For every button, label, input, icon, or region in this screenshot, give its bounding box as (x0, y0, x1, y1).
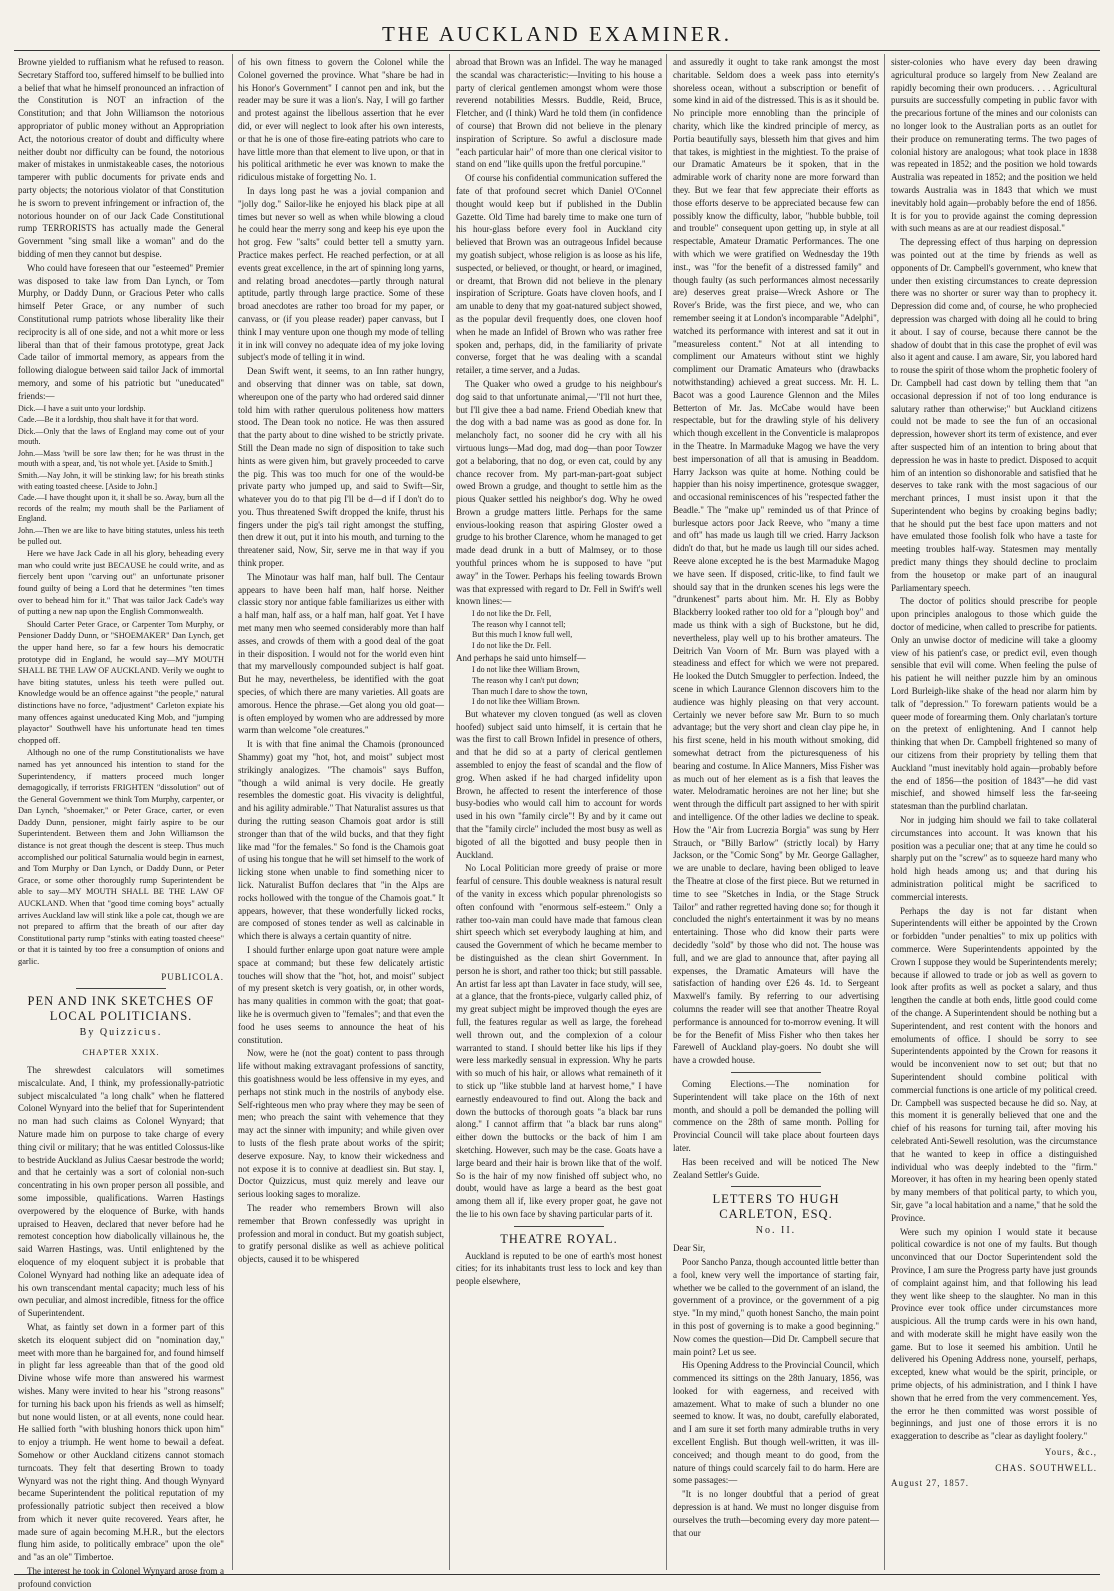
verse-line: Than much I dare to show the town, (472, 686, 588, 696)
paragraph: The interest he took in Colonel Wynyard arose from a profound conviction (18, 1566, 224, 1589)
paragraph: Who could have foreseen that our "esteemed" Premier was disposed to take law from Dan Lynch, or Tom Murphy, or Daddy Dunn, or Gracious Peter who calls himself Peter Grace, or any number of such Constitutional rump patriots whose liberality like their reciprocity is all of one side, and not a whit more or less liberal than that of their famous prototype, great Jack Cade tailor of immortal memory, as appears from the following dialogue between said tailor Jack of immortal memory, and some of his patriotic but "uneducated" friends:— (18, 262, 224, 401)
play-line: Cade.—Be it a lordship, thou shalt have it for that word. (18, 415, 199, 425)
column-separator (666, 54, 667, 1570)
footer-rule (14, 1574, 1100, 1575)
paragraph: "It is no longer doubtful that a period of great depression is at hand. We must no longer disguise from ourselves the truth—becoming every day more patent—that our (673, 1489, 879, 1538)
paragraph: The doctor of politics should prescribe for people upon principles analogous to those which guide the doctor of medicine, when called to prescribe for patients. Only an unwise doctor of medicine will take a gloomy view of his patient's case, or predict evil, even though sensible that evil will come. When feeling the pulse of his patient he will neither puzzle him by an ominous Lord Burleigh-like shake of the head nor alarm him by talk of "depression." To forewarn patients would be a queer mode of forearming them. Only charlatan's torture on the pretext of enlightening. And I cannot help thinking that when Dr. Campbell frightened so many of our citizens from their propriety by telling them that Auckland "must inevitably hold again—probably before the end of 1856—the position of 1843"—he did vast mischief, and showed himself less the far-seeing statesman than the purblind charlatan. (891, 596, 1097, 812)
verse-line: But this much I know full well, (472, 630, 573, 640)
paragraph: and assuredly it ought to take rank amongst the most charitable. Seldom does a week pass into eternity's shoreless ocean, without a subscription or benefit of some kind in aid of the distressed. This is as it should be. No principle more ennobling than the principle of charity, which like the kindred principle of mercy, as Portia beautifully says, blesseth him that gives and him that takes, is mightiest in the mightiest. To the praise of our Dramatic Amateurs be it spoken, that in the admirable work of charity none are more forward than they. But we fear that few appreciate their efforts as those efforts deserve to be appreciated because few can possibly know the difficulty, labor, "hubble bubble, toil and trouble" consequent upon getting up, in style at all respectable, Amateur Dramatic Performances. The one with which we were gratified on Wednesday the 19th inst., was "for the benefit of a distressed family" and though faulty (as such performances almost necessarily are) deserves great praise—Wreck Ashore or The Rover's Bride, was the first piece, and we, who can remember seeing it at London's incomparable "Adelphi", watched its performance with interest and sat it out in "measureless content." Not at all intending to compliment our Amateurs without stint we highly compliment our Dramatic Amateurs who (drawbacks notwithstanding) achieved a great success. Mr. H. L. Bacot was a good Laurence Glennon and the Miles Betterton of Mr. Jas. McCabe would have been respectable, but for the drawling style of his delivery which though excellent in the Conventicle is malapropos in the Theatre. In Marmaduke Magog we have the very best impersonation of all that is amusing in Beaddom. Harry Jackson was quite at home. Nothing could be happier than his noisy impertinence, grotesque swagger, and occasional reminiscences of his "respected father the Beadle." The "make up" reminded us of that Prince of burlesque actors poor Jack Reeve, who "many a time and oft" has made us laugh till we cried. Harry Jackson didn't do that, but he made us laugh till our sides ached. Reeve alone excepted he is the best Marmaduke Magog we have seen. If disposed, critic-like, to find fault we should say that in the drunken scenes his legs were the "drunkenest" parts about him. Mr. H. Ely as Bobby Blackberry looked rather too old for a "plough boy" and made us think with a sigh of Buckstone, but he did, nevertheless, play well up to his brother amateurs. The Deitrich Van Voorn of Mr. Burn was played with a steadiness and effect for which we were not prepared. He looked the Dutch Smuggler to perfection. Indeed, the scene in which Laurance Glennon discovers him to the audience was highly pleasing on that very account. Certainly we never before saw Mr. Burn to so much advantage; but the very short and clean clay pipe he, in his first scene, held in his mouth without smoking, did somewhat detract from the picturesqueness of his bearing and costume. In Alice Manners, Miss Fisher was as much out of her element as is a fish that leaves the water. Melodramatic heroines are not her line; but she went through the difficult part assigned to her with spirit and intelligence. Of the other ladies we decline to speak. How the "Air from Lucrezia Borgia" was sung by Herr Strauch, or "Billy Barlow" (strictly local) by Harry Jackson, or the "Comic Song" by Mr. George Gallagher, we are unable to declare, having been obliged to leave the Theatre at close of the first piece. But we returned in time to see "Sketches in India, or the Stage Struck Tailor" and rather regretted having done so; for though it concluded the night's entertainment it was by no means entertaining. Those who did know their parts were decidedly "sold" by those who did not. The house was full, and we are glad to announce that, after paying all expenses, the Dramatic Amateurs will have the satisfaction of handing over £26 4s. 1d. to Sergeant Maxwell's family. By referring to our advertising columns the reader will see that another Theatre Royal performance is announced for to-morrow evening. It will be for the Benefit of Miss Fisher who then takes her Farewell of Auckland play-goers. No doubt she will have a crowded house. (673, 57, 879, 1066)
column-1 (18, 56, 224, 1589)
paragraph: of his own fitness to govern the Colonel while the Colonel governed the province. What "share be had in his Honor's Government" I cannot pen and ink, but the reader may be sure it was a lion's. Nay, I will go farther and protest against the libellous assertion that he ever did, or ever will neglect to look after his own interests, or that he is one of those fire-eating patriots who care to have little more than that element to live upon, or that in his political arithmetic he ever was known to make the ridiculous mistake of forgetting No. 1. (238, 57, 444, 183)
paragraph: Now, were he (not the goat) content to pass through life without making extravagant professions of sanctity, this goatishness would be less offensive in my eyes, and perhaps not stink much in the nostrils of anybody else. Self-righteous men who pray where they may be seen of men; who preach the saint with vehemence that they may act the sinner with impunity; and while given over to lusts of the flesh prate about works of the spirit; deserve exposure. Nay, to know their wickedness and not expose it is to connive at deadliest sin. But stay. I, Doctor Quizzicus, must quiz merely and leave our serious looking sages to moralize. (238, 1048, 444, 1200)
column-2 (238, 56, 444, 1568)
letter-number: No. II. (755, 1225, 797, 1237)
verse-line: The reason why I can't put down; (472, 676, 579, 686)
masthead-title: THE AUCKLAND EXAMINER. (381, 22, 733, 46)
verse-line: I do not like the Dr. Fell. (472, 641, 552, 651)
paragraph: Nor in judging him should we fail to take collateral circumstances into account. It was known that his position was a peculiar one; that at any time he could so sharply put on the "screw" as to squeeze hard many who hold high heads among us; and that during his administration political might be sacrificed to commercial interests. (891, 815, 1097, 902)
verse-line: I do not like thee William Brown, (472, 665, 580, 675)
date-line: August 27, 1857. (891, 1477, 970, 1488)
paragraph: It is with that fine animal the Chamois (pronounced Shammy) goat my "hot, hot, and moist" subject most strikingly analogizes. "The chamois" says Buffon, "though a wild animal is very docile. He greatly resembles the domestic goat. His vivacity is delightful, and his agility admirable." That Naturalist assures us that during the rutting season Chamois goat ardor is still stronger than that of the wild bucks, and that they fight like mad "for the females." So fond is the Chamois goat of using his tongue that he will set himself to the work of licking stone when unable to find something nicer to lick. Naturalist Buffon declares that "in the Alps are rocks hollowed with the tongue of the Chamois goat." It appears, however, that these wonderfully licked rocks, are composed of stones tender as well as calcinable in which there is always a certain quantity of nitre. (238, 739, 444, 942)
paragraph: The shrewdest calculators will sometimes miscalculate. And, I think, my professionally-patriotic subject miscalculated "a long chalk" when he flattered Colonel Wynyard into the belief that for Superintendent no man had such claims as Colonel Wynyard; that Nature made him on purpose to take charge of every thing civil or military; that he was entitled Colossus-like to bestride Auckland as Julius Caesar bestrode the world; and that he certainly was a sort of colonial non-such concentrating in his own proper person all possible, and some impossible, qualifications. Warren Hastings overpowered by the eloquence of Burke, with hands upraised to Heaven, declared that never before had he remotest conception how diabolically villainous he, the said Warren Hastings, was. Until enlightened by the eloquence of my eloquent subject it is probable that Colonel Wynyard had nothing like an adequate idea of his own transcendant mental capacity; much less of his own peculiar, and almost incredible, fitness for the office of Superintendent. (18, 1065, 224, 1319)
divider (731, 1072, 821, 1073)
play-line: Dick.—Only that the laws of England may come out of your mouth. (18, 426, 224, 447)
column-separator (449, 54, 450, 1570)
verse (456, 665, 662, 707)
divider (731, 1186, 821, 1187)
column-separator (232, 54, 233, 1570)
section-heading: LETTERS TO HUGH CARLETON, ESQ. (712, 1192, 840, 1222)
play-line: Cade.—I have thought upon it, it shall be so. Away, burn all the records of the realm; my mouth shall be the Parliament of England. (18, 493, 224, 524)
column-5 (891, 56, 1097, 1568)
article-heading: PEN AND INK SKETCHES OF LOCAL POLITICIANS. (27, 994, 215, 1024)
paragraph: And perhaps he said unto himself— (456, 652, 586, 663)
paragraph: The depressing effect of thus harping on depression was pointed out at the time by friends as well as opponents of Dr. Campbell's government, who knew that under then existing circumstances to create depression there was no shorter or surer way than to prophecy it. Depression did come and, of course, he who prophecied depression was charged with doing all he could to bring it about. I say of course, because there cannot be the shadow of doubt that in this case the prophet of evil was also it agent and cause. I am aware, Sir, you labored hard to rouse the spirit of those whom the prophetic foolery of Dr. Campbell had cast down by telling them that "an occasional depression if not of too long endurance is salutary rather than otherwise;" but Auckland citizens could not be made to see the fun of an occasional depression, however short its term of existence, and ever after suspected him of an intention to bring about that depression he was in haste to predict. Disposed to acquit him of an intention so dishonorable and satisfied that he deserves to take rank with the most sagacious of our merchant princes, I must insist upon it that the Superintendent who begins by croaking begins badly; that he should put the best face upon matters and not have emulated those foolish folk who have a taste for meeting troubles half-way. Statesmen may mentally predict many things they should decline to proclaim from the housetop or make part of an inaugural Parliamentary speech. (891, 237, 1097, 593)
paragraph: Browne yielded to ruffianism what he refused to reason. Secretary Stafford too, suffered himself to be bullied into a belief that what he himself pronounced an infraction of the Constitution is NOT an infraction of the Constitution; and that John Williamson the notorious appropriator of public money without an Appropriation Act, the notorious creator of doubt and difficulty where neither doubt nor difficulty can be found, the notorious maker of mistakes in unmistakeable cases, the notorious tamperer with public documents for private ends and party objects; the notorious violator of that Constitution he is sworn to prevent infringement or infraction of, the notorious hounder on of our Jack Cade Constitutional rump TERRORISTS has actually made the General Government "sing small like a woman" and do the bidding of men they cannot but despise. (18, 57, 224, 259)
paragraph: Here we have Jack Cade in all his glory, beheading every man who could write just BECAUSE he could write, and as fiercely bent upon "carving out" an unfortunate prisoner found guilty of being a Lord that he determines "ten times over to behead him for it." That was tailor Jack Cade's way of putting a new nap upon the English Commonwealth. (18, 549, 224, 617)
verse-line: I do not like the Dr. Fell, (472, 609, 552, 619)
paragraph: The Quaker who owed a grudge to his neighbour's dog said to that unfortunate animal,—"I'll not hurt thee, but I'll give thee a bad name. Friend Obediah knew that the dog with a bad name was as good as done for. In melancholy fact, no sooner did he cry with all his virtuous lungs—Mad dog, mad dog—than poor Towzer got a belaboring, that no dog, or even cat, could by any chance recover from. My part-man-part-goat subject owed Brown a grudge, and thought to settle him as the pious Quaker settled his neighbor's dog. Why he owed Brown a grudge matters little. Perhaps for the same envious-looking reason that aspiring Gloster owed a grudge to his brother Clarence, whom he managed to get made dead drunk in a butt of Malmsey, or to those youthful princes whom he is supposed to have "put away" in the Tower. Perhaps his feeling towards Brown was that expressed with regard to Dr. Fell in Swift's well known lines:— (456, 378, 662, 607)
paragraph: His Opening Address to the Provincial Council, which commenced its sittings on the 28th January, 1856, was looked for with eagerness, and received with amazement. What to make of such a blunder no one seemed to know. It was, no doubt, carefully elaborated, and I am sure it set forth many admirable truths in very excellent English. But though well-written, it was ill-conceived; and though meant to do good, from the nature of things could scarcely fail to do harm. Here are some passages:— (673, 1360, 879, 1486)
divider (514, 1226, 604, 1227)
play-line: John.—Mass 'twill be sore law then; for he was thrust in the mouth with a spear, and, 'tis not whole yet. [Aside to Smith.] (18, 448, 224, 469)
paragraph: Dean Swift went, it seems, to an Inn rather hungry, and observing that dinner was on table, sat down, whereupon one of the party who had ordered said dinner told him with rather querulous politeness how matters stood. The Dean took no notice. He was then assured that the party about to dine wished to be strictly private. Still the Dean made no sign of disposition to take such hints as were given him, but gravely proceeded to carve the pig. This was too much for one of the would-be private party who jumped up, and said to Swift—Sir, whatever you do to that pig I'll be d—d if I don't do to you. Thus threatened Swift dropped the knife, thrust his fingers under the pig's tail right amongst the stuffing, then drew it out, put it into his mouth, and turning to the threatener said, Now, Sir, serve me in that way if you think proper. (238, 366, 444, 569)
verse-line: I do not like thee William Brown. (472, 697, 580, 707)
paragraph: What, as faintly set down in a former part of this sketch its eloquent subject did on "nomination day," meet with more than he bargained for, and found himself in plight far less agreeable than that of the good old Divine whose wife more than answered his warmest wishes. Many were invited to hear his "strong reasons" for turning his back upon his friends as well as himself; but none would listen, or at all events, none could hear. He sallied forth "with blushing honors thick upon him" to enjoy a triumph. He went home to bewail a defeat. Somehow or other Auckland citizens cannot stomach turncoats. They felt that deserting Brown to toady Wynyard was not the right thing. And though Wynyard became Superintendent the political reputation of my professionally patriotic subject then received a blow from which it never quite recovered. Years after, he made sure of again becoming M.H.R., but the electors flung him aside, to politically embrace" upon the ole" and "as an ole" Timbertoe. (18, 1321, 224, 1563)
paragraph: But whatever my cloven tongued (as well as cloven hoofed) subject said unto himself, it is certain that he was the first to call Brown Infidel in presence of others, and that he did so at a party of clerical gentlemen assembled to enjoy the feast of scandal and the flow of grog. When asked if he had charged infidelity upon Brown, he affected to resent the interference of those busy-bodies who would call him to account for words used in his own "family circle"! By and by it came out that the "family circle" included the most busy as well as bigoted of all the bigotted and busy people then in Auckland. (456, 708, 662, 860)
paragraph: Has been received and will be noticed The New Zealand Settler's Guide. (673, 1156, 879, 1180)
column-3 (456, 56, 662, 1568)
paragraph: The reader who remembers Brown will also remember that Brown confessedly was upright in profession and moral in conduct. But my goatish subject, to gratify personal dislike as well as achieve political objects, caused it to be whispered (238, 1202, 444, 1265)
column-4 (673, 56, 879, 1568)
column-separator (884, 54, 885, 1570)
paragraph: In days long past he was a jovial companion and "jolly dog." Sailor-like he enjoyed his black pipe at all times but never so well as when while blowing a cloud he could hear the merry song and keep his eye upon the hot grog. Few "salts" could better tell a smutty yarn. Practice makes perfect. He reached perfection, or at all events great excellence, in the art of spinning long yarns, and relating broad anecdotes—partly through natural aptitude, partly through large practice. Some of these broad anecdotes are rather too broad for my paper, or canvass, or (if you please reader) paper canvass, but I think I may venture upon one though my mode of telling it in ink will convey no adequate idea of my joke loving subject's mode of telling it in wind. (238, 185, 444, 363)
signature: CHAS. SOUTHWELL. (995, 1462, 1097, 1473)
paragraph: Were such my opinion I would state it because political cowardice is not one of my faults. But though unconvinced that our Doctor Superintendent sold the Province, I am sure the Progress party have just grounds of complaint against him, and that following his lead they went like sheep to the slaughter. No man in this Province ever took office under circumstances more auspicious. All the trump cards were in his own hand, and with moderate skill he might have easily won the game. But to lose it seemed his ambition. Until he delivered his Opening Address none, yourself, perhaps, excepted, knew what would be the spirit, principle, or prime objects, of his administration, and I think I have shown that he erred from the very commencement. Yes, the error he then committed was worst possible of beginnings, and just one of those errors it is no exaggeration to describe as "clear as daylight foolery." (891, 1226, 1097, 1442)
byline: By Quizzicus. (79, 1027, 163, 1039)
play-line: John.—Then we are like to have biting statutes, unless his teeth be pulled out. (18, 526, 224, 546)
paragraph: Although no one of the rump Constitutionalists we have named has yet announced his intention to stand for the Superintendency, if matters proceed much longer demagogically, if terrorists FRIGHTEN "dissolution" out of the General Government we think Tom Murphy, carpenter, or Dan Lynch, "shoemaker," or Peter Grace, carter, or even Daddy Dunn, pensioner, might fairly aspire to be our Superintendent. Between them and John Williamson the distance is not great though the descent is steep. Thus much accomplished our political Saturnalia would begin in earnest, and Tom Murphy or Dan Lynch, or Daddy Dunn, or Peter Grace, or some other thoroughly rump Superintendent be able to say—MY MOUTH SHALL BE THE LAW OF AUCKLAND. When that "good time coming boys" actually arrives Auckland law will stink like a pole cat, though we are not prepared to affirm that the breath of our after day Constitutional party rump "stinks with eating toasted cheese" or that it is tainted by too free a consumption of onions and garlic. (18, 748, 224, 967)
paragraph: sister-colonies who have every day been drawing agricultural produce so largely from New Zealand are rapidly becoming their own producers. . . . Agricultural pursuits are successfully competing in public favor with the precarious fortune of the mines and our colonists can no longer look to the Australian ports as an outlet for their produce on remunerating terms. The two pages of colonial history are analogous; what took place in 1838 was repeated in 1852; and the position we hold towards Australia was repeated in 1852; and the position we held towards Australia was in 1843 that which we must inevitably hold again—probably before the end of 1856. It is for you to provide against the coming depression with such means as are at our readiest disposal." (891, 57, 1097, 234)
paragraph: Auckland is reputed to be one of earth's most honest cities; for its inhabitants trust less to lock and key than people elsewhere, (456, 1250, 662, 1287)
salutation: Dear Sir, (673, 1243, 706, 1254)
paragraph: Coming Elections.—The nomination for Superintendent will take place on the 16th of next month, and should a poll be demanded the polling will commence on the 28th of same month. Polling for Provincial Council will take place about fourteen days later. (673, 1078, 879, 1153)
play-line: Dick.—I have a suit unto your lordship. (18, 403, 146, 413)
paragraph: I should further enlarge upon goat nature were ample space at command; but these few delicately artistic touches will show that the "hot, hot, and moist" subject of my present sketch is very goatish, or, in other words, has many qualities in common with the goat; that goat-like he is overmuch given to "females"; and that even the food he uses seems to announce the heat of his constitution. (238, 944, 444, 1045)
play-line: Smith.—Nay John, it will be stinking law; for his breath stinks with eating toasted cheese. [Aside to John.] (18, 471, 224, 491)
paragraph: Of course his confidential communication suffered the fate of that profound secret which Daniel O'Connel thought would keep but if published in the Dublin Gazette. Old Time had barely time to make one turn of his hour-glass before every fool in Auckland city believed that Brown was an outrageous Infidel because my goatish subject, whose religion is as loose as his life, suspected, or believed, or thought, or heard, or imagined, or dreamt, that Brown did not believe in the plenary inspiration of Scripture. Goats have cloven hoofs, and I am unable to deny that my goat-natured subject showed, as the popular devil frequently does, one cloven hoof when he made an Infidel of Brown who was rather free spoken and, perhaps, did, in the familiarity of private converse, forget that he was dealing with a scandal retailer, a time server, and a Judas. (456, 173, 662, 376)
verse-line: The reason why I cannot tell; (472, 619, 566, 629)
verse (456, 609, 662, 651)
section-heading: THEATRE ROYAL. (500, 1231, 618, 1246)
paragraph: Perhaps the day is not far distant when Superintendents will either be appointed by the Crown or forbidden "under penalties" to mix up politics with commerce. Were Superintendents appointed by the Crown I suppose they would be Superintendents merely; because if allowed to trade or job as well as govern to look after profits as well as pocket a salary, and thus lengthen the candle at both ends, little good could come of the change. A Superintendent should be nothing but a Superintendent, and rest content with the honors and emoluments of office. I should be sorry to see Superintendents appointed by the Crown for reasons it would be inconvenient now to set out; but that no Superintendent should combine political with commercial functions is one article of my political creed. Dr. Campbell was suspected because he did so. Nay, at this moment it is generally believed that one and the chief of his reasons for turning tail, after moving his celebrated Anti-Sewell resolution, was the circumstance that he wanted to keep in office a distinguished individual who was deeply indebted to the "firm." Moreover, it has often in my hearing been openly stated by many members of that political party, to which you, Sir, gave "a local habitation and a name," that he sold the Province. (891, 905, 1097, 1223)
chapter-label: CHAPTER XXIX. (82, 1047, 160, 1058)
paragraph: The Minotaur was half man, half bull. The Centaur appears to have been half man, half horse. Neither classic story nor antique fable familiarizes us either with a half man, half ass, or a half man, half goat. Yet I have met many men who seemed considerably more than half asses, and crowds of them with a good deal of the goat in their disposition. I would not for the world even hint that my marvellously compounded subject is half goat. But he may, nevertheless, be identified with the goat species, of which there are many varieties. All goats are amorous. Hence the phrase.—Get along you old goat—is often employed by women who are addressed by more warm than welcome "ole creatures." (238, 571, 444, 736)
paragraph: Poor Sancho Panza, though accounted little better than a fool, knew very well the importance of starting fair, whether we be called to the government of an island, the government of a province, or the government of a pig stye. "In my mind," quoth honest Sancho, the main point in this post of governing is to make a good beginning." Now comes the question—Did Dr. Campbell secure that main point? Let us see. (673, 1256, 879, 1357)
paragraph: Should Carter Peter Grace, or Carpenter Tom Murphy, or Pensioner Daddy Dunn, or "SHOEMAKER" Dan Lynch, get the upper hand here, so far a few hours his democratic prototype did in England, he would say—MY MOUTH SHALL BE THE LAW OF AUCKLAND. Verily we ought to have biting statutes, unless his teeth were pulled out. Knowledge would be an offence against "the people," natural distinctions have no force, "adjustment" Carleton expiate his many offences against uneducated King Mob, and "jumping playactor" Southwell have his unfortunate head ten times chopped off. (18, 619, 224, 745)
paragraph: abroad that Brown was an Infidel. The way he managed the scandal was characteristic:—Inviting to his house a party of clerical gentlemen amongst whom were those reverend notabilities Messrs. Buddle, Reid, Bruce, Fletcher, and (I think) Ward he told them (in confidence of course) that Brown did not believe in the plenary inspiration of Scripture. So awful a disclosure made "each particular hair" of more than one clerical visitor to stand on end "like quills upon the fretful porcupine." (456, 57, 662, 170)
masthead-rule (14, 50, 1100, 51)
signature: PUBLICOLA. (161, 971, 224, 982)
closing: Yours, &c., (1044, 1447, 1097, 1458)
divider (76, 988, 166, 989)
paragraph: No Local Politician more greedy of praise or more fearful of censure. This double weakness is natural result of the vanity in excess which popular phrenologists so often confound with "enormous self-esteem." Only a rather too-vain man could have made that famous clean shirt speech which set everybody laughing at him, and caused the Government of which he became member to be distinguished as the clean shirt Government. In person he is short, and rather too thick; but still passable. An artist far less apt than Lavater in face study, will see, at a glance, that the fronts-piece, vulgarly called phiz, of my great subject might be improved though the eyes are full, the features regular as well as large, the forehead well thrown out, and the complexion of a colour warranted to stand. I should better like his lips if they were less markedly sensual in expression. Why he parts with so much of his hair, or allows what remaineth of it to stick up "like stubble land at harvest home," I have earnestly endeavoured to find out. Along the back and down the buttocks of thorough goats "a black bar runs along." I cannot affirm that "a black bar runs along" either down the buttocks or the back of him I am sketching. However, such may be the case. Goats have a large beard and their hair is brown like that of the wolf. So is the hair of my now finished off subject who, no doubt, would have as large a beard as the best goat among them all if, like every proper goat, he gave not the lie to his own face by shaving particular parts of it. (456, 863, 662, 1219)
